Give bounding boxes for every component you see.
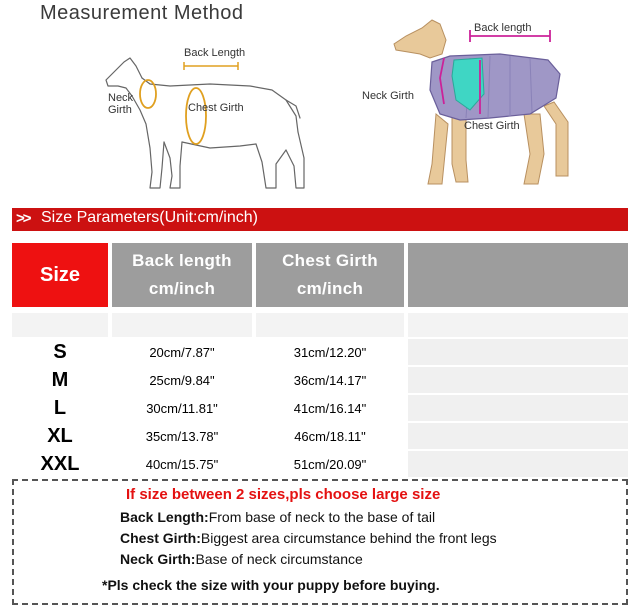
empty-cell [408, 423, 628, 449]
chest-girth-header-line2: cm/inch [296, 279, 364, 298]
size-column-header [12, 243, 108, 307]
dog-with-jacket-diagram [360, 14, 580, 192]
neck-girth-definition [120, 551, 363, 567]
neck-girth-term: Neck Girth: [120, 551, 196, 567]
double-chevron-icon: >> [16, 210, 30, 227]
size-cell: S [53, 340, 67, 363]
empty-cell [408, 339, 628, 365]
back-length-term: Back Length: [120, 509, 209, 525]
size-cell: XXL [40, 452, 80, 475]
chest-girth-column-header [256, 243, 404, 307]
back-length-cell: 40cm/15.75" [112, 451, 252, 477]
size-warning-note: If size between 2 sizes,pls choose large size [126, 486, 441, 503]
empty-cell [408, 367, 628, 393]
dog-outline-icon [100, 38, 310, 196]
right-chest-girth-label: Chest Girth [464, 120, 520, 132]
back-length-cell: 30cm/11.81" [112, 395, 252, 421]
back-length-column-header [112, 243, 252, 307]
size-cell: XL [47, 424, 73, 447]
table-spacer-cell [408, 313, 628, 337]
table-spacer-cell [12, 313, 108, 337]
back-length-definition [120, 509, 435, 525]
dog-jacket-icon [360, 14, 580, 192]
measurement-method-title: Measurement Method [40, 2, 244, 24]
back-length-cell: 35cm/13.78" [112, 423, 252, 449]
left-chest-girth-label: Chest Girth [188, 102, 244, 114]
chest-girth-cell: 31cm/12.20" [256, 339, 404, 365]
table-spacer-cell [112, 313, 252, 337]
back-length-cell: 25cm/9.84" [112, 367, 252, 393]
right-back-length-label: Back length [474, 22, 532, 34]
left-back-length-label: Back Length [184, 47, 246, 59]
chest-girth-cell: 51cm/20.09" [256, 451, 404, 477]
chest-girth-description: Biggest area circumstance behind the front legs [200, 530, 497, 546]
chest-girth-cell: 46cm/18.11" [256, 423, 404, 449]
empty-cell [408, 395, 628, 421]
back-length-header-line2: cm/inch [148, 279, 216, 298]
chest-girth-cell: 41cm/16.14" [256, 395, 404, 421]
neck-girth-description: Base of neck circumstance [195, 551, 363, 567]
check-size-note: *Pls check the size with your puppy before buying. [102, 577, 440, 593]
empty-column-header [408, 243, 628, 307]
left-girth-label: Girth [108, 104, 132, 116]
back-length-description: From base of neck to the base of tail [208, 509, 436, 525]
size-parameters-banner [12, 208, 628, 231]
empty-cell [408, 451, 628, 477]
back-length-cell: 20cm/7.87" [112, 339, 252, 365]
size-notes-box [12, 479, 628, 605]
size-cell: M [51, 368, 69, 391]
table-spacer-cell [256, 313, 404, 337]
chest-girth-header-line1: Chest Girth [282, 251, 378, 270]
left-neck-label: Neck [108, 92, 134, 104]
right-neck-girth-label: Neck Girth [362, 90, 414, 102]
chest-girth-term: Chest Girth: [120, 530, 201, 546]
chest-girth-cell: 36cm/14.17" [256, 367, 404, 393]
chest-girth-definition [120, 530, 497, 546]
banner-title: Size Parameters(Unit:cm/inch) [41, 209, 258, 226]
size-header-label: Size [39, 263, 81, 286]
back-length-header-line1: Back length [132, 251, 232, 270]
size-cell: L [53, 396, 67, 419]
dog-outline-diagram [100, 38, 310, 196]
